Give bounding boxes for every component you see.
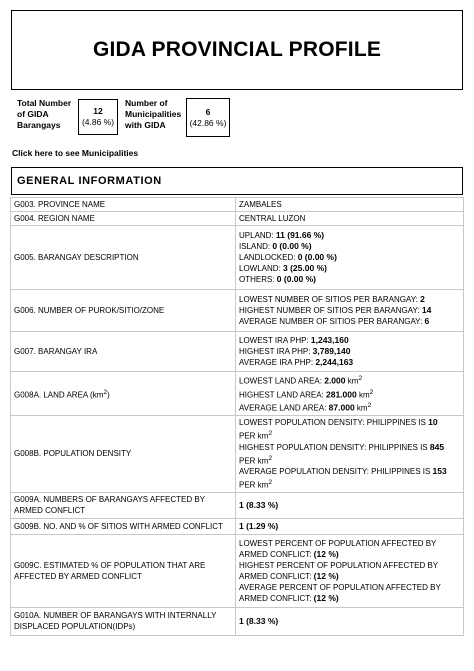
label-line: Barangays xyxy=(17,120,61,130)
row-value: CENTRAL LUZON xyxy=(236,212,464,226)
code-end: ) xyxy=(107,390,110,400)
value-line xyxy=(239,453,460,467)
value-line xyxy=(239,305,460,316)
table-row xyxy=(11,534,464,607)
table-row xyxy=(11,492,464,518)
value-label: OTHERS: xyxy=(239,275,277,284)
unit-sup: 2 xyxy=(268,454,273,462)
unit-sup: 2 xyxy=(268,429,273,437)
table-row xyxy=(11,372,464,416)
row-code xyxy=(11,372,236,416)
value-number: 6 xyxy=(424,316,430,326)
value-number: 3 (25.00 %) xyxy=(283,263,327,273)
value-line xyxy=(239,560,460,582)
value-number: 0 (0.00 %) xyxy=(297,252,337,262)
gida-barangays-percent: (4.86 %) xyxy=(81,117,115,127)
value-line xyxy=(239,241,460,252)
value-line xyxy=(239,538,460,560)
unit: km xyxy=(347,376,359,386)
value-line xyxy=(239,274,460,285)
value-number: 845 xyxy=(429,441,445,452)
value-number: 153 xyxy=(432,466,447,477)
gida-municipalities-percent: (42.86 %) xyxy=(189,117,227,128)
value-label: AVERAGE POPULATION DENSITY: PHILIPPINES IS xyxy=(239,467,433,477)
row-value xyxy=(236,518,464,534)
value-number: 281.000 xyxy=(326,389,357,400)
value-line xyxy=(239,346,460,357)
row-code: G009B. NO. AND % OF SITIOS WITH ARMED CONFLICT xyxy=(11,518,236,534)
value-number: (12 %) xyxy=(313,570,339,581)
gida-barangays-label xyxy=(17,98,71,131)
row-code: G009C. ESTIMATED % OF POPULATION THAT ARE AFFECTED BY ARMED CONFLICT xyxy=(11,534,236,607)
label-line: of GIDA xyxy=(17,109,49,119)
row-code: G008B. POPULATION DENSITY xyxy=(11,415,236,492)
value-label: UPLAND: xyxy=(239,231,276,240)
value-number: 11 (91.66 %) xyxy=(275,230,325,240)
unit-sup: 2 xyxy=(268,479,273,487)
value-line xyxy=(239,582,460,604)
value-line xyxy=(239,316,460,327)
value-number: 0 (0.00 %) xyxy=(276,274,316,284)
unit: km xyxy=(356,403,368,413)
table-row xyxy=(11,198,464,212)
value-line xyxy=(239,230,460,241)
value-number: 1 (8.33 %) xyxy=(239,615,279,626)
row-code: G005. BARANGAY DESCRIPTION xyxy=(11,226,236,290)
value-label: AVERAGE NUMBER OF SITIOS PER BARANGAY: xyxy=(239,317,425,326)
page-title: GIDA PROVINCIAL PROFILE xyxy=(92,38,382,61)
label-line: with GIDA xyxy=(125,120,166,130)
gida-barangays-count: 12 xyxy=(93,106,103,116)
row-value xyxy=(236,290,464,332)
value-line xyxy=(239,387,460,401)
row-value xyxy=(236,415,464,492)
value-label: HIGHEST PERCENT OF POPULATION AFFECTED BY ARMED CONFLICT: xyxy=(239,560,438,581)
value-label: LANDLOCKED: xyxy=(239,253,298,262)
value-number: 0 (0.00 %) xyxy=(272,241,312,251)
value-number: (12 %) xyxy=(313,548,339,559)
value-number: 1 (1.29 %) xyxy=(239,520,279,531)
value-number: 2.000 xyxy=(324,375,346,386)
row-value xyxy=(236,332,464,372)
value-label: LOWLAND: xyxy=(239,264,284,273)
row-value xyxy=(236,534,464,607)
title-box xyxy=(11,10,463,90)
code-text: G008A. LAND AREA (km xyxy=(14,390,104,400)
unit: km xyxy=(358,390,370,400)
section-header xyxy=(11,167,463,195)
value-label: HIGHEST NUMBER OF SITIOS PER BARANGAY: xyxy=(239,306,422,315)
value-line xyxy=(239,252,460,263)
general-info-table xyxy=(10,197,464,636)
value-number: 14 xyxy=(421,305,432,315)
value-line xyxy=(239,400,460,414)
value-number: 2 xyxy=(420,294,425,304)
gida-barangays-count-box xyxy=(78,99,118,135)
value-number: 1,243,160 xyxy=(310,335,349,345)
value-label: AVERAGE PERCENT OF POPULATION AFFECTED BY ARMED CONFLICT: xyxy=(239,582,441,603)
value-number: 10 xyxy=(428,416,438,427)
row-code: G009A. NUMBERS OF BARANGAYS AFFECTED BY ARMED CONFLICT xyxy=(11,492,236,518)
unit-sup: 2 xyxy=(369,388,374,396)
value-label: AVERAGE LAND AREA: xyxy=(239,403,329,413)
value-label: LOWEST NUMBER OF SITIOS PER BARANGAY: xyxy=(239,295,421,304)
value-label: LOWEST POPULATION DENSITY: PHILIPPINES IS xyxy=(239,417,429,427)
label-line: Municipalities xyxy=(125,109,182,119)
value-label: ISLAND: xyxy=(239,242,273,251)
row-value xyxy=(236,372,464,416)
value-line xyxy=(239,373,460,387)
table-row xyxy=(11,290,464,332)
label-line: Number of xyxy=(125,98,168,108)
section-title: GENERAL INFORMATION xyxy=(17,175,162,187)
table-row xyxy=(11,607,464,635)
gida-municipalities-label xyxy=(125,98,181,131)
row-code: G007. BARANGAY IRA xyxy=(11,332,236,372)
table-row xyxy=(11,518,464,534)
row-value xyxy=(236,492,464,518)
unit-sup: 2 xyxy=(358,375,363,382)
value-line xyxy=(239,442,460,453)
value-line xyxy=(239,428,460,442)
value-label: HIGHEST IRA PHP: xyxy=(239,347,313,356)
value-number: (12 %) xyxy=(313,592,339,603)
value-line xyxy=(239,335,460,346)
value-number: 1 (8.33 %) xyxy=(239,499,279,510)
gida-municipalities-count: 6 xyxy=(205,106,211,117)
value-line xyxy=(239,477,460,491)
unit-sup: 2 xyxy=(367,402,372,410)
row-code: G010A. NUMBER OF BARANGAYS WITH INTERNALLY DISPLACED POPULATION(IDPs) xyxy=(11,607,236,635)
code-sup: 2 xyxy=(103,388,108,396)
table-row xyxy=(11,226,464,290)
row-value: ZAMBALES xyxy=(236,198,464,212)
unit: PER km xyxy=(239,431,269,441)
table-row xyxy=(11,212,464,226)
row-value xyxy=(236,226,464,290)
row-code: G004. REGION NAME xyxy=(11,212,236,226)
value-label: LOWEST IRA PHP: xyxy=(239,336,311,345)
value-label: AVERAGE IRA PHP: xyxy=(239,358,316,367)
row-code: G003. PROVINCE NAME xyxy=(11,198,236,212)
value-number: 2,244,163 xyxy=(315,357,354,367)
value-line xyxy=(239,466,460,477)
value-label: HIGHEST POPULATION DENSITY: PHILIPPINES IS xyxy=(239,442,430,452)
unit: PER km xyxy=(239,456,269,466)
value-label: HIGHEST LAND AREA: xyxy=(239,390,326,400)
table-row xyxy=(11,332,464,372)
value-line xyxy=(239,263,460,274)
row-code: G006. NUMBER OF PUROK/SITIO/ZONE xyxy=(11,290,236,332)
value-number: 3,789,140 xyxy=(312,346,351,356)
value-number: 87.000 xyxy=(328,402,355,413)
gida-municipalities-count-box xyxy=(186,98,230,137)
municipalities-link[interactable]: Click here to see Municipalities xyxy=(12,148,139,158)
value-line xyxy=(239,357,460,368)
value-line xyxy=(239,294,460,305)
label-line: Total Number xyxy=(17,98,72,108)
value-label: LOWEST PERCENT OF POPULATION AFFECTED BY ARMED CONFLICT: xyxy=(239,538,437,559)
value-line xyxy=(239,417,460,428)
row-value xyxy=(236,607,464,635)
unit: PER km xyxy=(239,480,269,490)
table-row xyxy=(11,415,464,492)
value-label: LOWEST LAND AREA: xyxy=(239,376,325,386)
